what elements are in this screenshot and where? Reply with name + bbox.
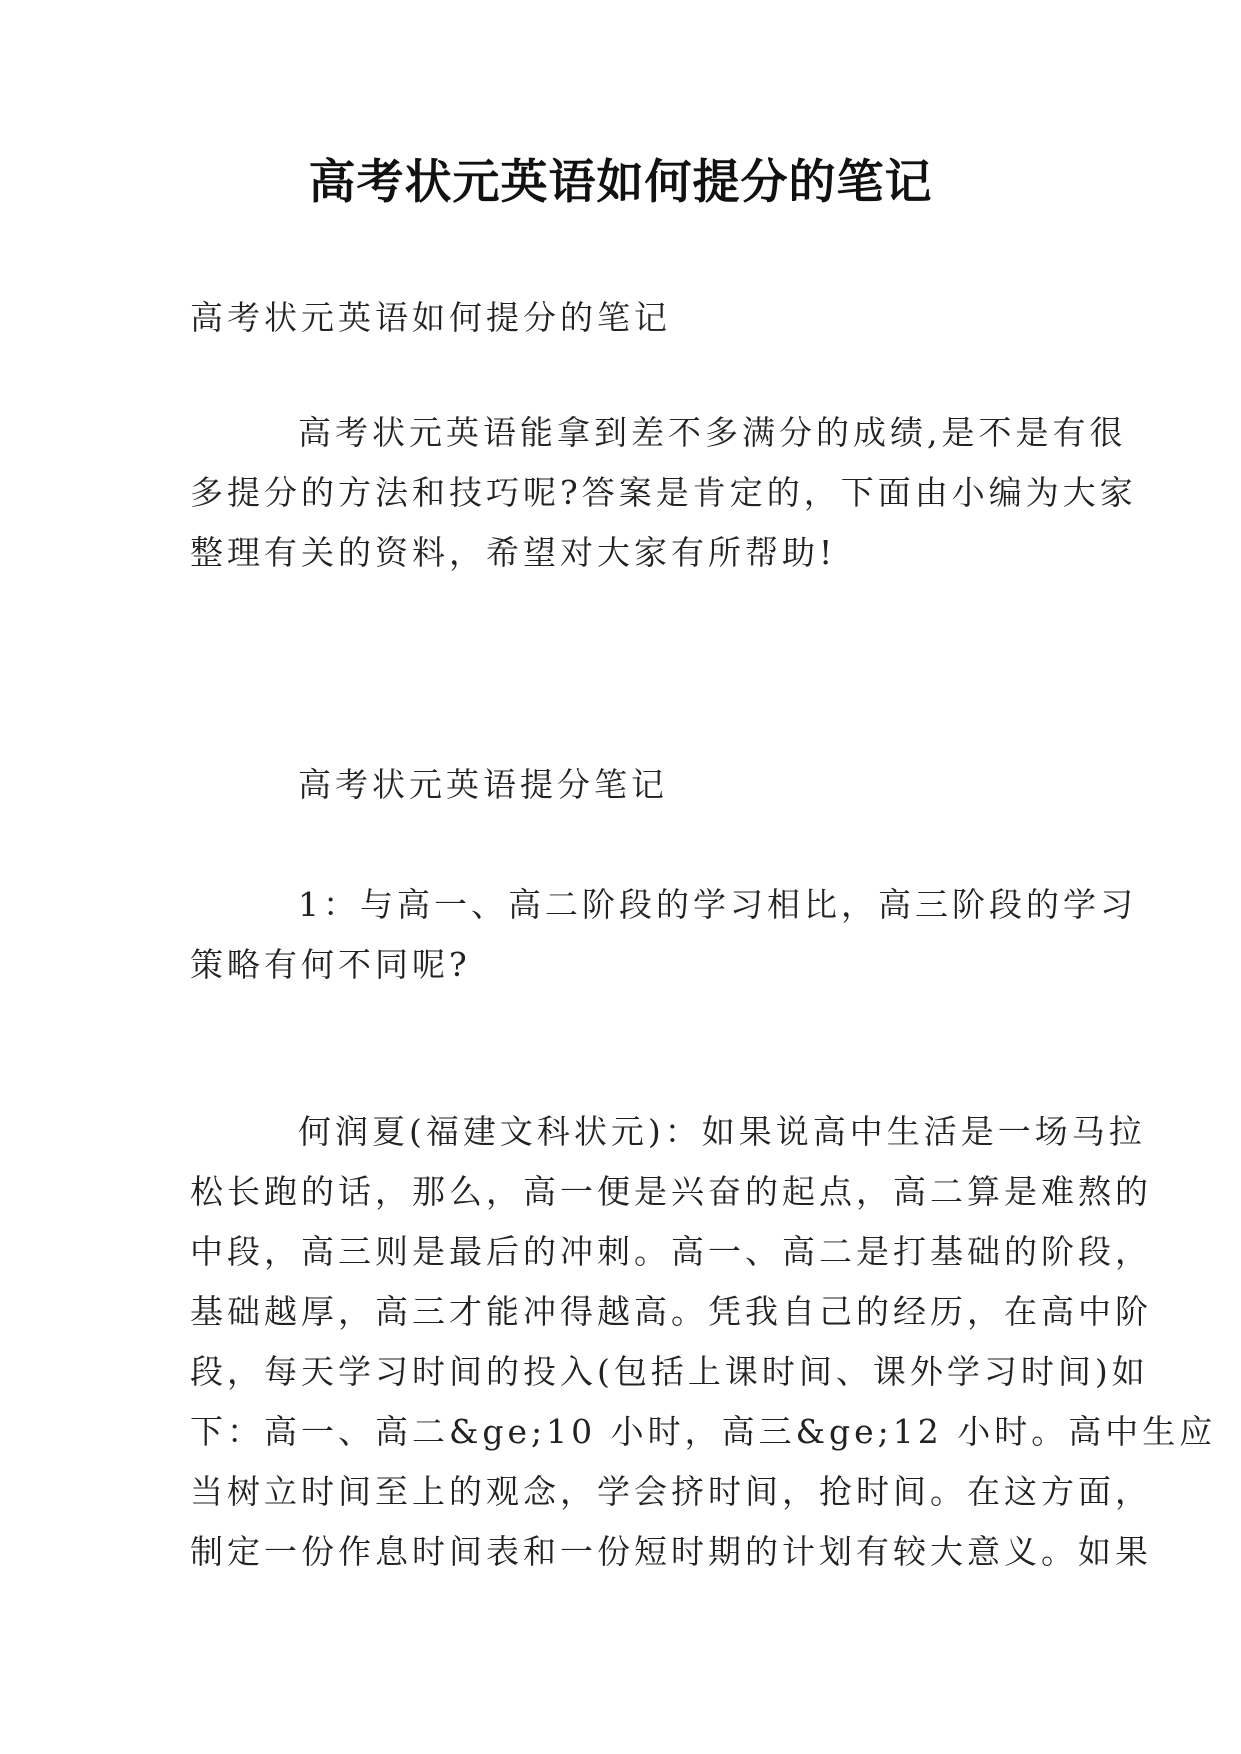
paragraph-line: 基础越厚，高三才能冲得越高。凭我自己的经历，在高中阶 — [190, 1292, 1152, 1331]
document-title: 高考状元英语如何提分的笔记 — [308, 155, 933, 210]
intro-paragraph — [190, 403, 1137, 583]
answer-paragraph — [190, 1102, 1217, 1582]
section-heading-text: 高考状元英语提分笔记 — [298, 765, 668, 804]
paragraph-line: 策略有何不同呢? — [190, 945, 471, 984]
paragraph-line: 中段，高三则是最后的冲刺。高一、高二是打基础的阶段， — [190, 1232, 1152, 1271]
paragraph-line: 1：与高一、高二阶段的学习相比，高三阶段的学习 — [298, 885, 1137, 924]
paragraph-line: 下：高一、高二&ge;10 小时，高三&ge;12 小时。高中生应 — [190, 1412, 1217, 1451]
paragraph-line: 整理有关的资料，希望对大家有所帮助! — [190, 533, 837, 572]
paragraph-line: 段，每天学习时间的投入(包括上课时间、课外学习时间)如 — [190, 1352, 1149, 1391]
paragraph-line: 制定一份作息时间表和一份短时期的计划有较大意义。如果 — [190, 1532, 1152, 1571]
paragraph-line: 高考状元英语能拿到差不多满分的成绩,是不是有很 — [298, 413, 1127, 452]
subtitle-text: 高考状元英语如何提分的笔记 — [190, 298, 671, 337]
document-subtitle — [190, 288, 1050, 348]
paragraph-line: 多提分的方法和技巧呢?答案是肯定的，下面由小编为大家 — [190, 473, 1137, 512]
paragraph-line: 当树立时间至上的观念，学会挤时间，抢时间。在这方面， — [190, 1472, 1152, 1511]
paragraph-line: 何润夏(福建文科状元)：如果说高中生活是一场马拉 — [298, 1112, 1146, 1151]
paragraph-line: 松长跑的话，那么，高一便是兴奋的起点，高二算是难熬的 — [190, 1172, 1152, 1211]
section-heading — [190, 755, 1050, 815]
question-paragraph — [190, 875, 1137, 995]
